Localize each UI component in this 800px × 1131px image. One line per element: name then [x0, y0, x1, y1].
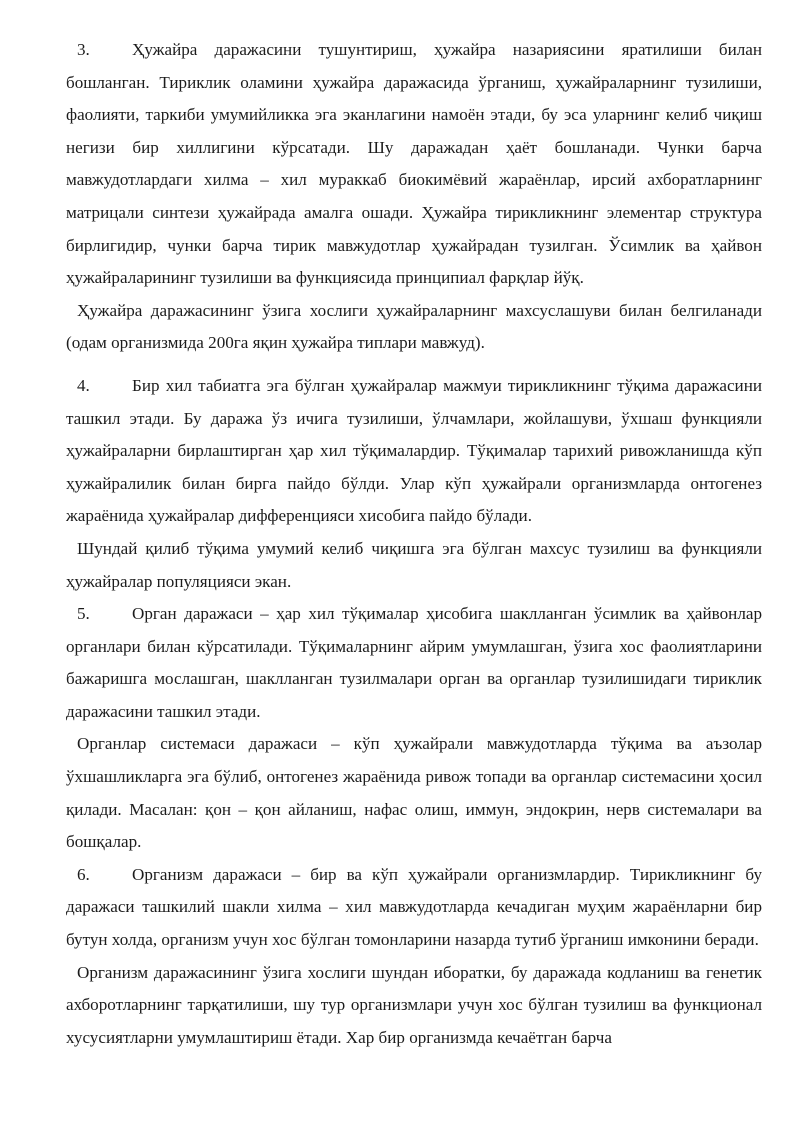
paragraph-text: Орган даражаси – ҳар хил тўқималар ҳисобига шаклланган ўсимлик ва ҳайвонлар органлари билан кўрсатилади. Тўқималарнинг айрим умумлашган, ўзига хос фаолиятларини бажаришга мослашган, шаклланган тузилмалари орган ва органлар тузилишидаги тириклик даражасини ташкил этади. — [66, 604, 762, 721]
paragraph-spacer — [66, 360, 762, 370]
paragraph-text: Шундай қилиб тўқима умумий келиб чиқишга эга бўлган махсус тузилиш ва функцияли ҳужайралар популяцияси экан. — [66, 538, 762, 591]
item-number: 4. — [77, 375, 90, 395]
paragraph-text: Органлар системаси даражаси – кўп ҳужайрали мавжудотларда тўқима ва аъзолар ўхшашликларга эга бўлиб, онтогенез жараёнида ривож топади ва органлар системасини ҳосил қилади. Масалан: қон – қон айланиш, нафас олиш, иммун, эндокрин, нерв системалари ва бошқалар. — [66, 734, 762, 852]
paragraph-item-6 — [66, 859, 762, 957]
paragraph-organ-systems — [66, 728, 762, 858]
paragraph-text: Организм даражаси – бир ва кўп ҳужайрали организмлардир. Тирикликнинг бу даражаси ташкилий шакли хилма – хил мавжудотларда кечадиган муҳим жараёнларни бир бутун холда, организм учун хос бўлган томонларини назарда тутиб ўрганиш имконини беради. — [66, 864, 762, 950]
paragraph-text: Организм даражасининг ўзига хослиги шундан иборатки, бу даражада кодланиш ва генетик ахборотларнинг тарқатилиши, шу тур организмлари учун хос бўлган тузилиш ва функционал хусусиятларни умумлаштириш ётади. Хар бир организмда кечаётган барча — [66, 962, 762, 1047]
item-number: 5. — [77, 604, 90, 624]
paragraph-item-4 — [66, 370, 762, 533]
paragraph-organism-specificity — [66, 957, 762, 1055]
paragraph-tissue-summary — [66, 533, 762, 598]
item-number: 6. — [77, 864, 90, 884]
paragraph-cell-specificity — [66, 295, 762, 360]
paragraph-text: Ҳужайра даражасини тушунтириш, ҳужайра назариясини яратилиши билан бошланган. Тириклик оламини ҳужайра даражасида ўрганиш, ҳужайраларнинг тузилиши, фаолияти, таркиби умумийликка эга эканлагини намоён этади, бу эса уларнинг келиб чиқиш негизи бир хиллигини кўрсатади. Шу даражадан ҳаёт бошланади. Чунки барча мавжудотлардаги хилма – хил мураккаб биокимёвий жараёнлар, ирсий ахборатларнинг матрицали синтези ҳужайрада амалга ошади. Ҳужайра тирикликнинг элементар структура бирлигидир, чунки барча тирик мавжудотлар ҳужайрадан тузилган. Ўсимлик ва ҳайвон ҳужайраларининг тузилиши ва функциясида принципиал фарқлар йўқ. — [66, 40, 762, 288]
paragraph-item-5 — [66, 598, 762, 728]
item-number: 3. — [77, 40, 90, 59]
paragraph-text: Ҳужайра даражасининг ўзига хослиги ҳужайраларнинг махсуслашуви билан белгиланади (одам организмида 200га яқин ҳужайра типлари мавжуд). — [66, 300, 762, 353]
paragraph-item-3 — [66, 34, 762, 295]
paragraph-text: Бир хил табиатга эга бўлган ҳужайралар мажмуи тирикликнинг тўқима даражасини ташкил этади. Бу даража ўз ичига тузилиши, ўлчамлари, жойлашуви, ўхшаш функцияли ҳужайраларни бирлаштирган ҳар хил тўқималардир. Тўқималар тарихий ривожланишда кўп ҳужайралилик билан бирга пайдо бўлди. Улар кўп ҳужайрали организмларда онтогенез жараёнида ҳужайралар дифференцияси хисобига пайдо бўлади. — [66, 375, 762, 526]
